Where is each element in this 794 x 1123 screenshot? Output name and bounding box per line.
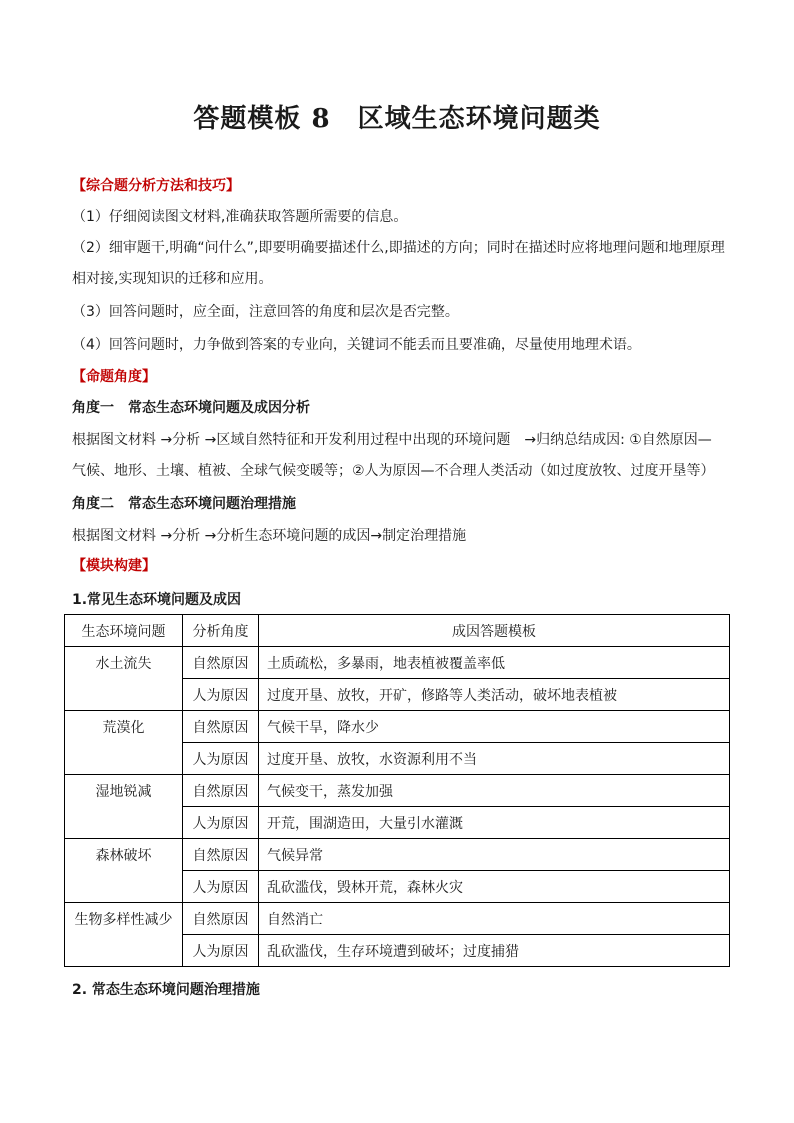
angle-cell: 人为原因: [183, 935, 259, 967]
subsection-2-title: 2. 常态生态环境问题治理措施: [72, 982, 260, 998]
issue-cell: 水土流失: [65, 647, 183, 711]
header-cell: 分析角度: [183, 615, 259, 647]
template-cell: 自然消亡: [259, 903, 730, 935]
causes-table: [64, 614, 730, 967]
methods-line: 相对接,实现知识的迁移和应用。: [72, 271, 273, 287]
angle2-line: 根据图文材料 →分析 →分析生态环境问题的成因→制定治理措施: [72, 528, 467, 544]
methods-section: [72, 176, 732, 196]
angle-cell: 人为原因: [183, 871, 259, 903]
issue-cell: 湿地锐减: [65, 775, 183, 839]
template-cell: 过度开垦、放牧，水资源利用不当: [259, 743, 730, 775]
issue-cell: 森林破坏: [65, 839, 183, 903]
module-heading: 【模块构建】: [72, 558, 156, 574]
table-row: [65, 839, 730, 871]
angle-cell: 自然原因: [183, 839, 259, 871]
template-cell: 土质疏松，多暴雨，地表植被覆盖率低: [259, 647, 730, 679]
angle1-line: 根据图文材料 →分析 →区域自然特征和开发利用过程中出现的环境问题 →归纳总结成因: ①自然原因—: [72, 432, 712, 448]
issue-cell: 荒漠化: [65, 711, 183, 775]
angle-cell: 自然原因: [183, 775, 259, 807]
template-cell: 气候变干，蒸发加强: [259, 775, 730, 807]
angle-cell: 自然原因: [183, 647, 259, 679]
angle-cell: 人为原因: [183, 743, 259, 775]
template-cell: 气候异常: [259, 839, 730, 871]
template-cell: 乱砍滥伐，生存环境遭到破坏；过度捕猎: [259, 935, 730, 967]
angle-cell: 自然原因: [183, 903, 259, 935]
page-title: 答题模板 8 区域生态环境问题类: [193, 104, 601, 134]
template-cell: 乱砍滥伐，毁林开荒，森林火灾: [259, 871, 730, 903]
angle-heading: 【命题角度】: [72, 369, 156, 385]
angle-cell: 自然原因: [183, 711, 259, 743]
methods-heading: 【综合题分析方法和技巧】: [72, 178, 240, 194]
header-cell: 成因答题模板: [259, 615, 730, 647]
angle1-line: 气候、地形、土壤、植被、全球气候变暖等；②人为原因—不合理人类活动（如过度放牧、过度开垦等）: [72, 463, 715, 479]
table-row: [65, 903, 730, 935]
angle-cell: 人为原因: [183, 679, 259, 711]
methods-line: （2）细审题干,明确“问什么”,即要明确要描述什么,即描述的方向；同时在描述时应将地理问题和地理原理: [72, 240, 725, 256]
table-header-row: [65, 615, 730, 647]
header-cell: 生态环境问题: [65, 615, 183, 647]
issue-cell: 生物多样性减少: [65, 903, 183, 967]
table-row: [65, 711, 730, 743]
table-row: [65, 647, 730, 679]
template-cell: 气候干旱，降水少: [259, 711, 730, 743]
methods-line: （3）回答问题时，应全面，注意回答的角度和层次是否完整。: [72, 304, 459, 320]
angle2-title: 角度二 常态生态环境问题治理措施: [72, 496, 296, 512]
methods-line: （1）仔细阅读图文材料,准确获取答题所需要的信息。: [72, 209, 408, 225]
angle-cell: 人为原因: [183, 807, 259, 839]
template-cell: 开荒，围湖造田，大量引水灌溉: [259, 807, 730, 839]
template-cell: 过度开垦、放牧，开矿，修路等人类活动，破坏地表植被: [259, 679, 730, 711]
methods-line: （4）回答问题时，力争做到答案的专业向，关键词不能丢而且要准确，尽量使用地理术语。: [72, 337, 641, 353]
table-row: [65, 775, 730, 807]
subsection-1-title: 1.常见生态环境问题及成因: [72, 592, 242, 608]
angle1-title: 角度一 常态生态环境问题及成因分析: [72, 400, 310, 416]
